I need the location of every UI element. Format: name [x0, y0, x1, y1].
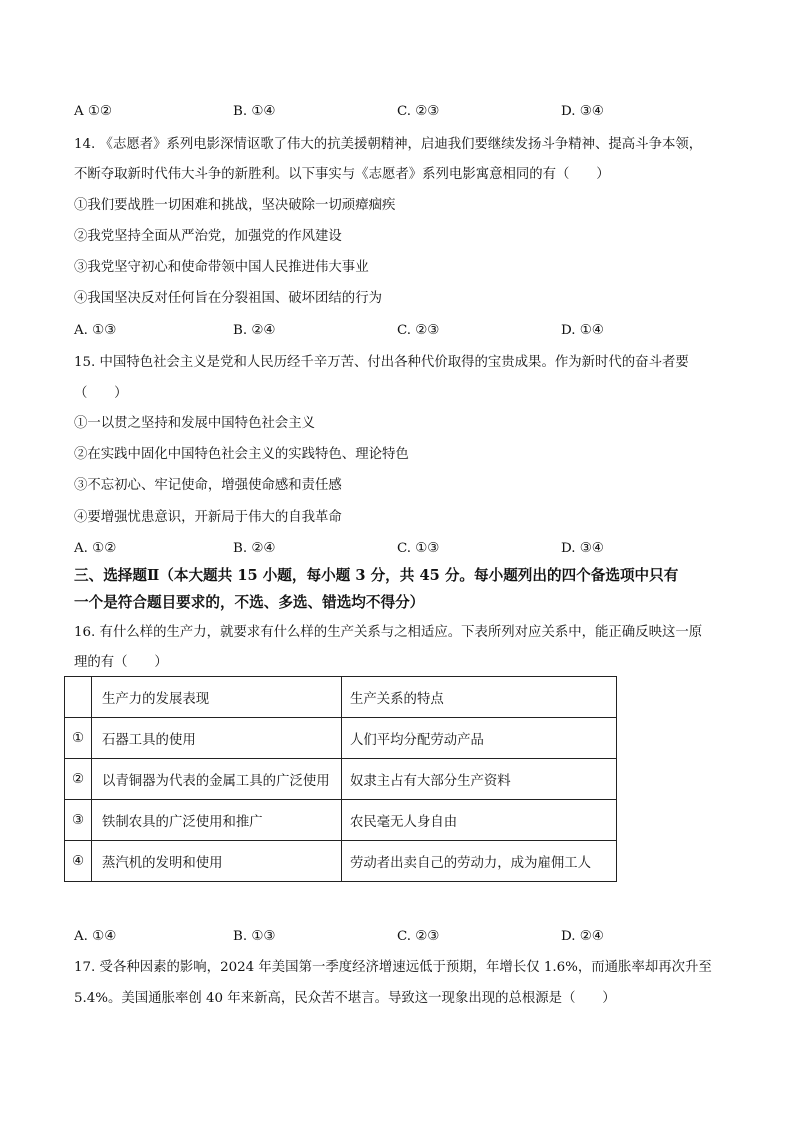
productivity-relations-table — [64, 676, 617, 882]
q14-options — [0, 322, 794, 340]
option-a: A. ①④ — [74, 929, 117, 944]
option-b: B. ②④ — [233, 541, 276, 556]
option-d: D. ③④ — [561, 541, 604, 556]
q14-stem-line2: 不断夺取新时代伟大斗争的新胜利。以下事实与《志愿者》系列电影寓意相同的有（ ） — [74, 167, 610, 182]
table-cell: 蒸汽机的发明和使用 — [92, 841, 342, 882]
q17-stem-line1: 17. 受各种因素的影响，2024 年美国第一季度经济增速远低于预期，年增长仅 1.6%，而通胀率却再次升至 — [74, 960, 712, 975]
section-heading-line1: 三、选择题Ⅱ（本大题共 15 小题，每小题 3 分，共 45 分。每小题列出的四个备选项中只有 — [74, 567, 679, 584]
q15-item-2: ②在实践中固化中国特色社会主义的实践特色、理论特色 — [74, 447, 409, 462]
table-cell: 铁制农具的广泛使用和推广 — [92, 800, 342, 841]
table-cell: ① — [65, 718, 92, 759]
table-cell: 奴隶主占有大部分生产资料 — [342, 759, 617, 800]
option-a: A. ①② — [74, 541, 117, 556]
option-c: C. ②③ — [397, 104, 440, 119]
option-d: D. ①④ — [561, 323, 604, 338]
option-b: B. ②④ — [233, 323, 276, 338]
table-cell: ④ — [65, 841, 92, 882]
option-c: C. ②③ — [397, 929, 440, 944]
table-row — [65, 718, 617, 759]
table-row — [65, 841, 617, 882]
table-cell: ② — [65, 759, 92, 800]
section-heading-line2: 一个是符合题目要求的，不选、多选、错选均不得分） — [74, 594, 425, 611]
q16-options — [0, 928, 794, 946]
q14-item-4: ④我国坚决反对任何旨在分裂祖国、破坏团结的行为 — [74, 291, 382, 306]
table-cell: 劳动者出卖自己的劳动力，成为雇佣工人 — [342, 841, 617, 882]
option-a: A. ①③ — [74, 323, 117, 338]
q14-item-1: ①我们要战胜一切困难和挑战，坚决破除一切顽瘴痼疾 — [74, 198, 396, 213]
table-header-row — [65, 677, 617, 718]
table-cell: 以青铜器为代表的金属工具的广泛使用 — [92, 759, 342, 800]
option-b: B. ①④ — [233, 104, 276, 119]
q14-item-2: ②我党坚持全面从严治党，加强党的作风建设 — [74, 229, 342, 244]
q15-item-3: ③不忘初心、牢记使命，增强使命感和责任感 — [74, 478, 342, 493]
option-c: C. ①③ — [397, 541, 440, 556]
table-header-cell: 生产关系的特点 — [342, 677, 617, 718]
table-cell: 农民毫无人身自由 — [342, 800, 617, 841]
option-b: B. ①③ — [233, 929, 276, 944]
option-d: D. ③④ — [561, 104, 604, 119]
q17-stem-line2: 5.4%。美国通胀率创 40 年来新高，民众苦不堪言。导致这一现象出现的总根源是（ ） — [74, 991, 616, 1006]
q13-options — [0, 103, 794, 121]
q14-stem-line1: 14. 《志愿者》系列电影深情讴歌了伟大的抗美援朝精神，启迪我们要继续发扬斗争精神、提高斗争本领， — [74, 137, 703, 152]
table-row — [65, 800, 617, 841]
q15-item-1: ①一以贯之坚持和发展中国特色社会主义 — [74, 416, 316, 431]
q15-item-4: ④要增强忧患意识，开新局于伟大的自我革命 — [74, 510, 342, 525]
table-header-cell: 生产力的发展表现 — [92, 677, 342, 718]
option-d: D. ②④ — [561, 929, 604, 944]
option-a: A ①② — [74, 104, 112, 119]
q16-stem-line1: 16. 有什么样的生产力，就要求有什么样的生产关系与之相适应。下表所列对应关系中，能正确反映这一原 — [74, 625, 703, 640]
table-cell: 石器工具的使用 — [92, 718, 342, 759]
q15-stem-line2: （ ） — [74, 386, 128, 401]
q16-stem-line2: 理的有（ ） — [74, 655, 168, 670]
option-c: C. ②③ — [397, 323, 440, 338]
table-header-cell — [65, 677, 92, 718]
q15-stem-line1: 15. 中国特色社会主义是党和人民历经千辛万苦、付出各种代价取得的宝贵成果。作为新时代的奋斗者要 — [74, 355, 689, 370]
table-row — [65, 759, 617, 800]
table-cell: 人们平均分配劳动产品 — [342, 718, 617, 759]
q15-options — [0, 540, 794, 558]
table-cell: ③ — [65, 800, 92, 841]
q14-item-3: ③我党坚守初心和使命带领中国人民推进伟大事业 — [74, 260, 369, 275]
